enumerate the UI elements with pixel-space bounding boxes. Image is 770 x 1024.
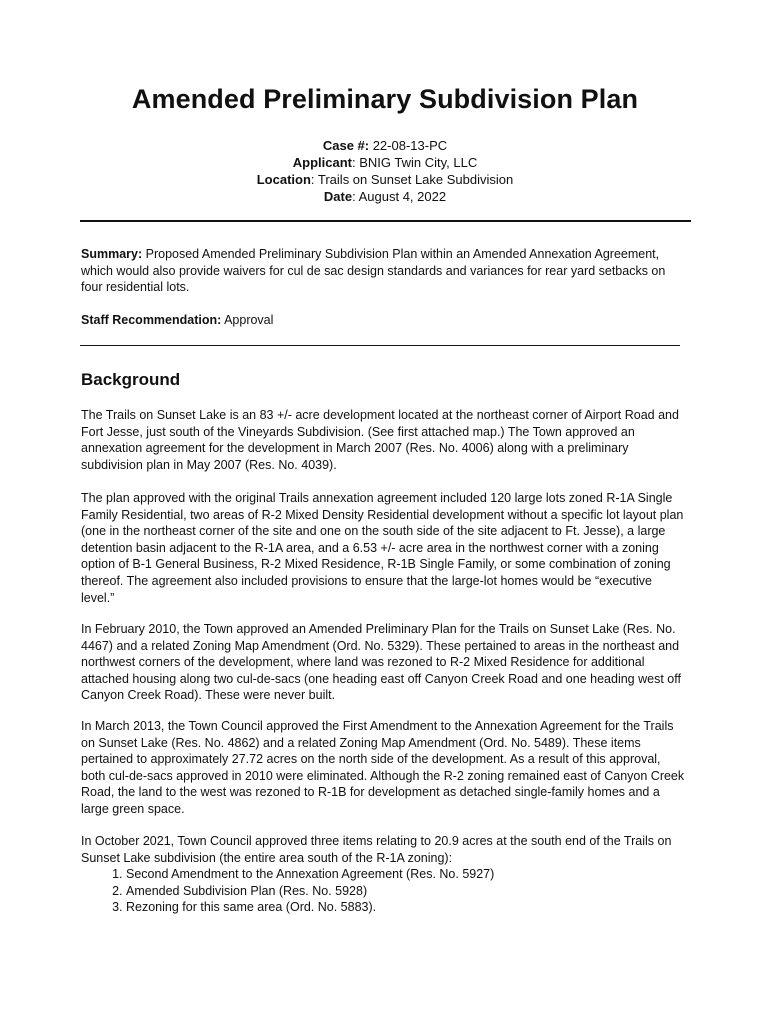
applicant-label: Applicant (292, 155, 352, 170)
list-item: 2. Amended Subdivision Plan (Res. No. 5928) (126, 883, 687, 900)
location-value: : Trails on Sunset Lake Subdivision (310, 172, 514, 187)
case-number-label: Case #: (322, 138, 370, 153)
list-item: 3. Rezoning for this same area (Ord. No. 5883). (126, 899, 687, 916)
case-meta-block (0, 137, 770, 205)
summary-label: Summary: (81, 247, 143, 261)
staff-recommendation (81, 312, 687, 329)
location-line (0, 171, 770, 188)
summary-text: Proposed Amended Preliminary Subdivision Plan within an Amended Annexation Agreement, which would also provide waivers for cul de sac design standards and variances for rear yard setbacks on four residential lots. (81, 247, 666, 295)
background-paragraph-1: The Trails on Sunset Lake is an 83 +/- acre development located at the northeast corner of Airport Road and Fort Jesse, just south of the Vineyards Subdivision. (See first attached map.) The Town approved an annexation agreement for the development in March 2007 (Res. No. 4006) along with a preliminary subdivision plan in May 2007 (Res. No. 4039). (81, 408, 679, 472)
list-item: 1. Second Amendment to the Annexation Agreement (Res. No. 5927) (126, 866, 687, 883)
staff-recommendation-value: Approval (221, 313, 274, 327)
background-paragraph-5 (81, 833, 687, 916)
header-divider (80, 220, 691, 222)
case-number-line (0, 137, 770, 154)
summary-paragraph (81, 246, 687, 296)
date-line (0, 188, 770, 205)
applicant-value: : BNIG Twin City, LLC (352, 155, 478, 170)
background-paragraph-2: The plan approved with the original Trails annexation agreement included 120 large lots zoned R-1A Single Family Residential, two areas of R-2 Mixed Density Residential development without a specific lot layout plan (one in the northeast corner of the site and one on the south side of the site adjacent to Ft. Jesse), a large detention basin adjacent to the R-1A area, and a 6.53 +/- acre area in the northwest corner with a zoning option of B-1 General Business, R-2 Mixed Residence, R-1B Single Family, or some combination of zoning thereof. The agreement also included provisions to ensure that the large-lot homes would be “executive level.” (81, 491, 684, 605)
background-paragraph-5-text: In October 2021, Town Council approved three items relating to 20.9 acres at the south end of the Trails on Sunset Lake subdivision (the entire area south of the R-1A zoning): (81, 834, 672, 865)
date-value: : August 4, 2022 (352, 189, 447, 204)
date-label: Date (323, 189, 353, 204)
case-number-value: 22-08-13-PC (369, 138, 448, 153)
location-label: Location (256, 172, 311, 187)
section-divider (80, 345, 680, 346)
staff-recommendation-label: Staff Recommendation: (81, 313, 222, 327)
approved-items-list (81, 866, 687, 916)
background-heading: Background (81, 370, 181, 389)
background-paragraph-3: In February 2010, the Town approved an Amended Preliminary Plan for the Trails on Sunset Lake (Res. No. 4467) and a related Zoning Map Amendment (Ord. No. 5329). These pertained to areas in the northeast and northwest corners of the development, where land was rezoned to R-2 Mixed Residence for additional attached housing along two cul-de-sacs (one heading east off Canyon Creek Road and one heading west off Canyon Creek Road). These were never built. (81, 622, 681, 703)
applicant-line (0, 154, 770, 171)
document-title: Amended Preliminary Subdivision Plan (131, 84, 639, 114)
background-paragraph-4: In March 2013, the Town Council approved the First Amendment to the Annexation Agreement for the Trails on Sunset Lake (Res. No. 4862) and a related Zoning Map Amendment (Ord. No. 5489). These items pertained to approximately 27.72 acres on the north side of the development. As a result of this approval, both cul-de-sacs approved in 2010 were eliminated. Although the R-2 zoning remained east of Canyon Creek Road, the land to the west was rezoned to R-1B for development as detached single-family homes and a large green space. (81, 719, 685, 816)
